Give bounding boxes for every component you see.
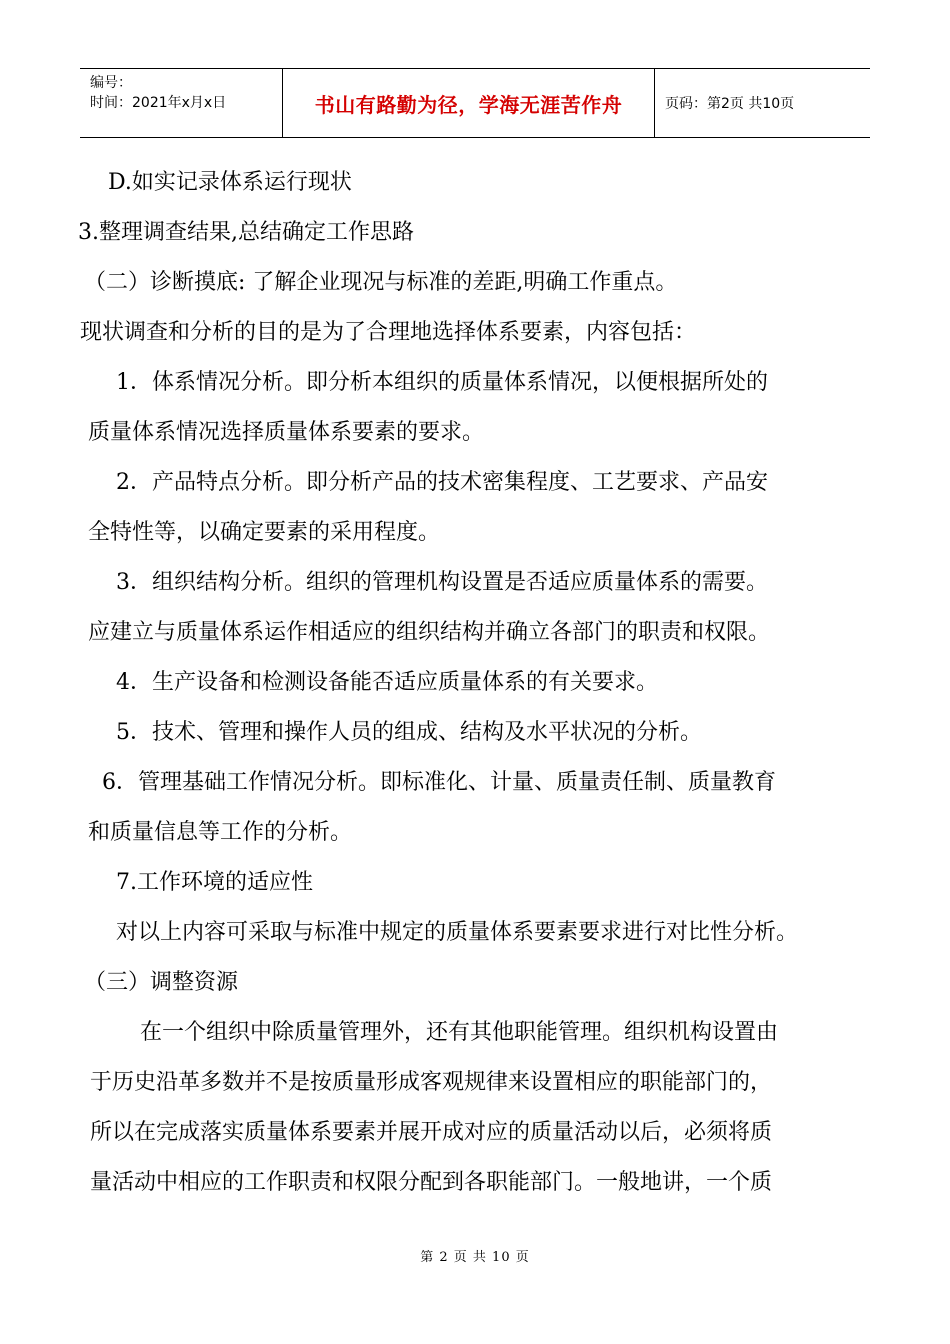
text-line-6: 质量体系情况选择质量体系要素的要求。	[88, 420, 485, 445]
header-page-cell	[655, 69, 870, 137]
text-line-20: 所以在完成落实质量体系要素并展开成对应的质量活动以后，必须将质	[90, 1120, 773, 1145]
document-number-label: 编号：	[90, 75, 132, 91]
text-line-5: 1．体系情况分析。即分析本组织的质量体系情况，以便根据所处的	[116, 370, 768, 395]
text-line-8: 全特性等，以确定要素的采用程度。	[88, 520, 441, 545]
text-line-19: 于历史沿革多数并不是按质量形成客观规律来设置相应的职能部门的，	[90, 1070, 773, 1095]
text-line-10: 应建立与质量体系运作相适应的组织结构并确立各部门的职责和权限。	[88, 620, 771, 645]
header-meta	[80, 69, 283, 137]
text-line-16: 对以上内容可采取与标准中规定的质量体系要素要求进行对比性分析。	[116, 920, 799, 945]
text-line-7: 2．产品特点分析。即分析产品的技术密集程度、工艺要求、产品安	[116, 470, 768, 495]
text-line-18: 在一个组织中除质量管理外，还有其他职能管理。组织机构设置由	[140, 1020, 779, 1045]
page-footer: 第 2 页 共 10 页	[420, 1250, 530, 1265]
document-header	[80, 68, 870, 138]
header-motto: 书山有路勤为径，学海无涯苦作舟	[314, 92, 623, 117]
header-motto-cell	[283, 69, 655, 137]
text-line-4: 现状调查和分析的目的是为了合理地选择体系要素，内容包括：	[80, 320, 697, 345]
text-line-12: 5．技术、管理和操作人员的组成、结构及水平状况的分析。	[116, 720, 702, 745]
section-heading-2: （二）诊断摸底: 了解企业现况与标准的差距,明确工作重点。	[84, 270, 678, 295]
section-heading-3: （三）调整资源	[84, 970, 239, 995]
text-line-11: 4．生产设备和检测设备能否适应质量体系的有关要求。	[116, 670, 658, 695]
text-line-14: 和质量信息等工作的分析。	[88, 820, 353, 845]
text-line-13: 6．管理基础工作情况分析。即标准化、计量、质量责任制、质量教育	[102, 770, 776, 795]
text-line-21: 量活动中相应的工作职责和权限分配到各职能部门。一般地讲，一个质	[90, 1170, 773, 1195]
document-time-label: 时间：2021年x月x日	[90, 95, 227, 111]
text-line-15: 7.工作环境的适应性	[116, 870, 313, 895]
text-line-1: D.如实记录体系运行现状	[108, 170, 352, 195]
text-line-9: 3．组织结构分析。组织的管理机构设置是否适应质量体系的需要。	[116, 570, 768, 595]
header-page-info: 页码：第2页 共10页	[665, 96, 795, 112]
text-line-2: 3.整理调查结果,总结确定工作思路	[78, 220, 414, 245]
